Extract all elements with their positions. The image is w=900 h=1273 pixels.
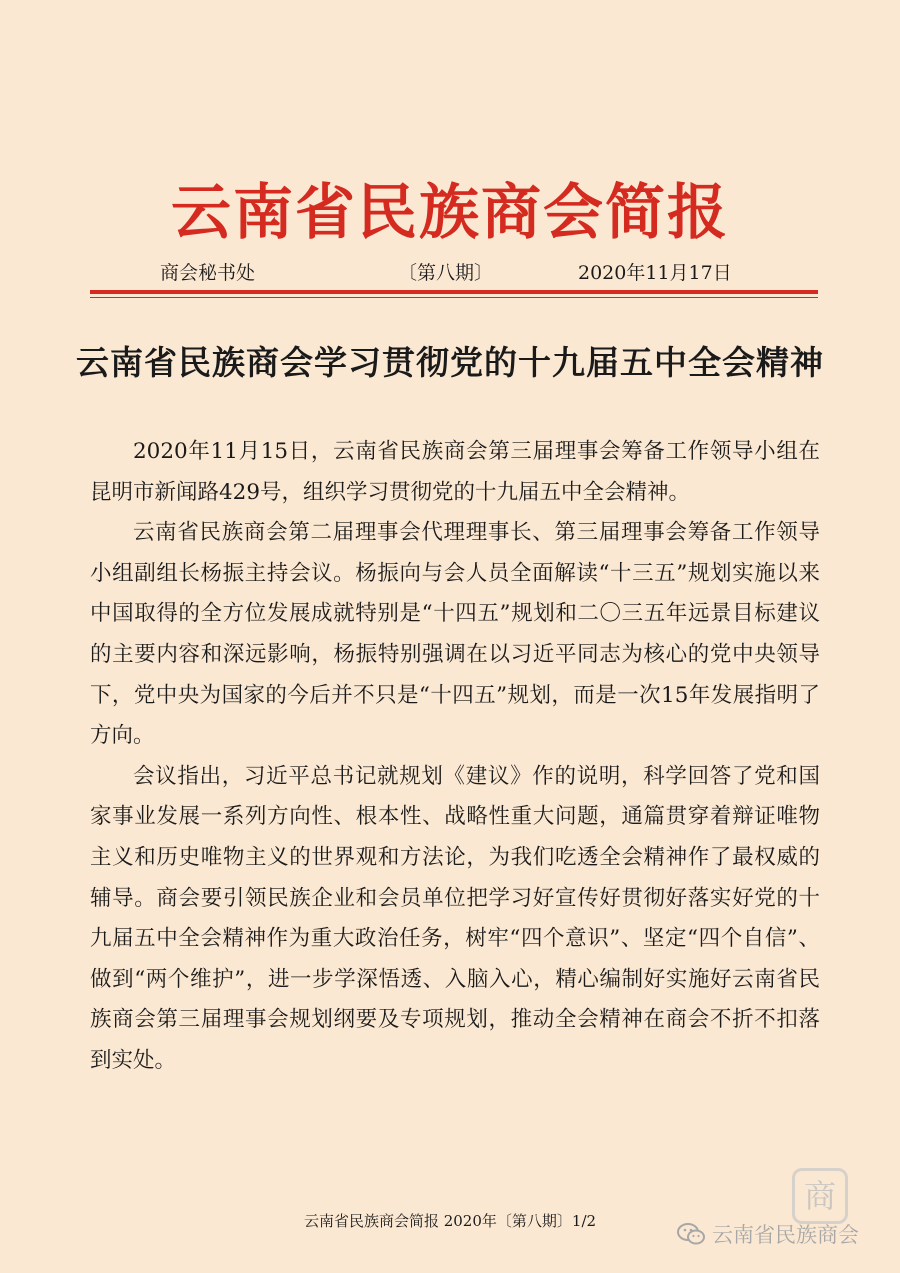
bulletin-masthead-title: 云南省民族商会简报 — [171, 178, 729, 248]
chamber-logo-glyph: 商 — [803, 1177, 837, 1215]
article-paragraph: 会议指出，习近平总书记就规划《建议》作的说明，科学回答了党和国家事业发展一系列方向性、根本性、战略性重大问题，通篇贯穿着辩证唯物主义和历史唯物主义的世界观和方法论，为我们吃透全会精神作了最权威的辅导。商会要引领民族企业和会员单位把学习好宣传好贯彻好落实好党的十九届五中全会精神作为重大政治任务，树牢“四个意识”、坚定“四个自信”、做到“两个维护”，进一步学深悟透、入脑入心，精心编制好实施好云南省民族商会第三届理事会规划纲要及专项规划，推动全会精神在商会不折不扣落到实处。 — [90, 763, 820, 1073]
issue-number: 〔第八期〕 — [398, 262, 494, 284]
article-paragraph: 2020年11月15日，云南省民族商会第三届理事会筹备工作领导小组在昆明市新闻路429号，组织学习贯彻党的十九届五中全会精神。 — [90, 439, 820, 505]
wechat-account-watermark — [676, 1219, 859, 1249]
issuing-department: 商会秘书处 — [160, 262, 256, 284]
article-title: 云南省民族商会学习贯彻党的十九届五中全会精神 — [76, 343, 824, 382]
article-body — [90, 432, 820, 1082]
header-divider-thick — [90, 290, 818, 294]
page-footer: 云南省民族商会简报 2020年〔第八期〕1/2 — [303, 1212, 597, 1230]
issue-date: 2020年11月17日 — [578, 262, 732, 284]
wechat-account-name: 云南省民族商会 — [712, 1223, 859, 1247]
chamber-logo-watermark-icon — [792, 1168, 848, 1224]
header-divider-thin — [90, 297, 818, 298]
wechat-icon — [676, 1221, 706, 1247]
article-paragraph: 云南省民族商会第二届理事会代理理事长、第三届理事会筹备工作领导小组副组长杨振主持会议。杨振向与会人员全面解读“十三五”规划实施以来中国取得的全方位发展成就特别是“十四五”规划和二〇三五年远景目标建议的主要内容和深远影响，杨振特别强调在以习近平同志为核心的党中央领导下，党中央为国家的今后并不只是“十四五”规划，而是一次15年发展指明了方向。 — [90, 520, 820, 749]
